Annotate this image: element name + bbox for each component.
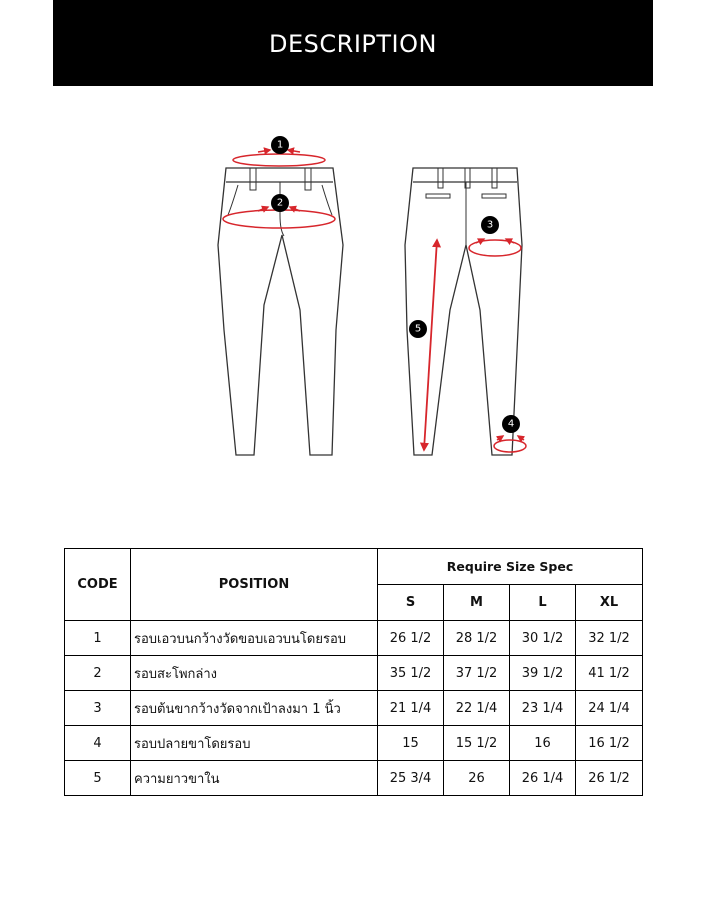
table-row xyxy=(65,621,643,656)
row-code: 4 xyxy=(65,726,131,761)
table-row xyxy=(65,761,643,796)
svg-text:3: 3 xyxy=(486,219,494,231)
row-value-s: 15 xyxy=(378,726,444,761)
row-value-s: 25 3/4 xyxy=(378,761,444,796)
svg-text:5: 5 xyxy=(414,323,422,335)
row-value-l: 16 xyxy=(510,726,576,761)
svg-text:1: 1 xyxy=(276,139,284,151)
size-header-s: S xyxy=(378,585,444,621)
callout-2 xyxy=(271,194,289,212)
row-value-l: 26 1/4 xyxy=(510,761,576,796)
row-code: 1 xyxy=(65,621,131,656)
row-value-xl: 41 1/2 xyxy=(576,656,643,691)
row-code: 5 xyxy=(65,761,131,796)
row-position: รอบเอวบนกว้างวัดขอบเอวบนโดยรอบ xyxy=(131,621,378,656)
row-position: รอบปลายขาโดยรอบ xyxy=(131,726,378,761)
row-value-m: 37 1/2 xyxy=(444,656,510,691)
row-value-l: 23 1/4 xyxy=(510,691,576,726)
row-value-xl: 26 1/2 xyxy=(576,761,643,796)
row-value-m: 22 1/4 xyxy=(444,691,510,726)
size-header-l: L xyxy=(510,585,576,621)
table-row xyxy=(65,726,643,761)
row-value-s: 35 1/2 xyxy=(378,656,444,691)
size-header-m: M xyxy=(444,585,510,621)
pants-back-view xyxy=(405,168,522,455)
callout-4 xyxy=(502,415,520,433)
row-value-m: 15 1/2 xyxy=(444,726,510,761)
row-value-xl: 32 1/2 xyxy=(576,621,643,656)
size-header-xl: XL xyxy=(576,585,643,621)
callout-3 xyxy=(481,216,499,234)
row-value-s: 26 1/2 xyxy=(378,621,444,656)
row-value-l: 39 1/2 xyxy=(510,656,576,691)
svg-text:2: 2 xyxy=(276,197,284,209)
svg-text:4: 4 xyxy=(507,418,515,430)
row-position: ความยาวขาใน xyxy=(131,761,378,796)
table-row xyxy=(65,656,643,691)
page-title: DESCRIPTION xyxy=(269,30,437,58)
row-value-xl: 24 1/4 xyxy=(576,691,643,726)
callout-5 xyxy=(409,320,427,338)
size-spec-header: Require Size Spec xyxy=(378,549,643,585)
row-position: รอบต้นขากว้างวัดจากเป้าลงมา 1 นิ้ว xyxy=(131,691,378,726)
row-value-xl: 16 1/2 xyxy=(576,726,643,761)
code-column-header: CODE xyxy=(65,549,131,621)
row-value-s: 21 1/4 xyxy=(378,691,444,726)
row-value-m: 28 1/2 xyxy=(444,621,510,656)
position-column-header: POSITION xyxy=(131,549,378,621)
table-row xyxy=(65,691,643,726)
callout-1 xyxy=(271,136,289,154)
size-spec-table xyxy=(64,548,643,796)
row-position: รอบสะโพกล่าง xyxy=(131,656,378,691)
row-value-l: 30 1/2 xyxy=(510,621,576,656)
row-code: 3 xyxy=(65,691,131,726)
row-value-m: 26 xyxy=(444,761,510,796)
row-code: 2 xyxy=(65,656,131,691)
